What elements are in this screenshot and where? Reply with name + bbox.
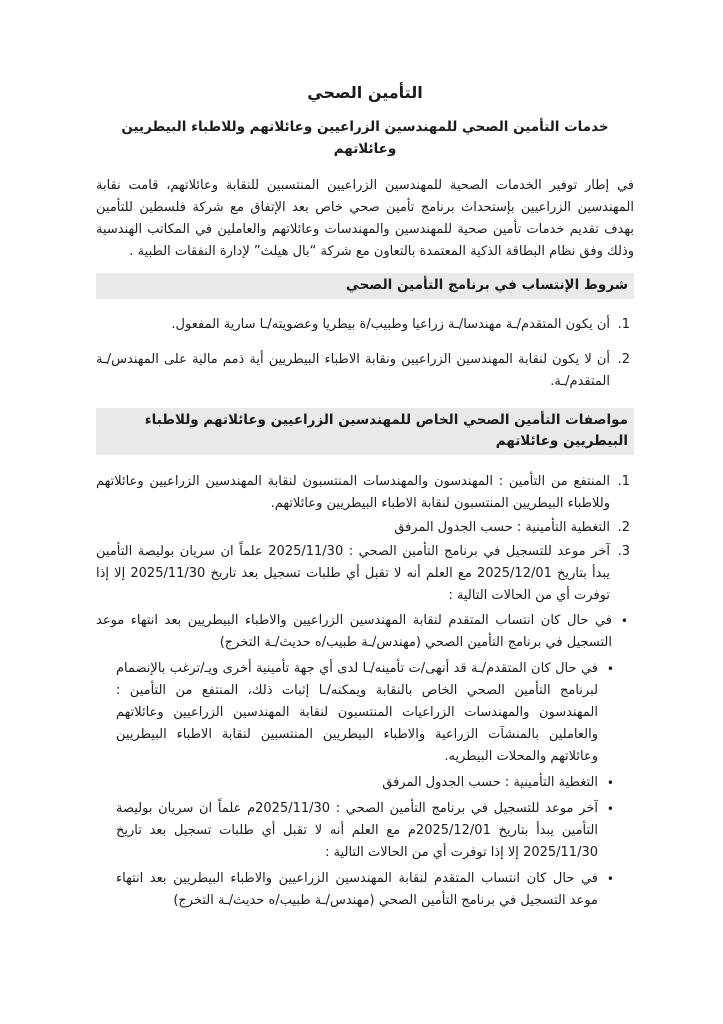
list-item-number: 2.	[617, 520, 630, 535]
document-content	[96, 82, 634, 916]
list-item-text: المنتفع من التأمين : المهندسون والمهندسات المنتسبون لنقابة المهندسين الزراعيين وعائلاتهم وللاطباء البيطريين المنتسبون لنقابة الاطباء البيطريين وعائلاتهم.	[96, 474, 610, 511]
bullet-marker: •	[606, 662, 614, 676]
bullet-marker: •	[606, 776, 614, 790]
bullet-text: التغطية التأمينية : حسب الجدول المرفق	[382, 775, 598, 790]
bullet-item	[96, 610, 632, 654]
list-item-number: 1.	[617, 474, 630, 489]
list-item	[96, 471, 634, 515]
bullet-text: في حال كان انتساب المتقدم لنقابة المهندسين الزراعيين والاطباء البيطريين بعد انتهاء موعد التسجيل في برنامج التأمين الصحي (مهندس/ـة طبيب/ه حديث/ـة التخرج)	[96, 613, 612, 650]
bullet-text: في حال كان انتساب المتقدم لنقابة المهندسين الزراعيين والاطباء البيطريين بعد انتهاء موعد التسجيل في برنامج التأمين الصحي (مهندس/ـة طبيب/ه حديث/ـة التخرج)	[116, 871, 598, 908]
bullet-marker: •	[620, 614, 628, 628]
bullet-item	[116, 798, 618, 864]
list-item	[96, 314, 634, 336]
bullet-text: آخر موعد للتسجيل في برنامج التأمين الصحي : 2025/11/30م علماً ان سريان بوليصة التأمين يبدأ بتاريخ 2025/12/01م مع العلم أنه لا تقبل أي طلبات تسجيل بعد تاريخ 2025/11/30 إلا إذا توفرت أي من الحالات التالية :	[116, 801, 598, 860]
list-item-number: 3.	[617, 544, 630, 559]
list-item	[96, 541, 634, 607]
conditions-list	[96, 314, 634, 393]
list-item-number: 1.	[617, 317, 630, 332]
special-cases-list	[96, 610, 634, 654]
list-item-text: أن يكون المتقدم/ـة مهندسا/ـة زراعيا وطبيب/ة بيطريا وعضويته/ـا سارية المفعول.	[171, 317, 610, 332]
section-heading-conditions: شروط الإنتساب في برنامج التأمين الصحي	[96, 273, 634, 299]
list-item-text: أن لا يكون لنقابة المهندسين الزراعيين ونقابة الاطباء البيطريين أية ذمم مالية على المهندس/ـة المتقدم/ـة.	[96, 352, 610, 389]
list-item	[96, 349, 634, 393]
list-item	[96, 517, 634, 539]
list-item-number: 2.	[617, 352, 630, 367]
bullet-text: في حال كان المتقدم/ـة قد أنهى/ت تأمينه/ـا لدى أي جهة تأمينية أخرى ويـ/ترغب بالإنضمام لبرنامج التأمين الصحي الخاص بالنقابة ويمكنه/ـا إثبات ذلك، المنتفع من التأمين : المهندسون والمهندسات الزراعيات المنتسبون لنقابة المهندسين الزراعيين وعائلاتهم والعاملين بالمنشآت الزراعية والاطباء البيطريين المنتسبين لنقابة الاطباء البيطريين وعائلاتهم والمحلات البيطريه.	[116, 661, 598, 764]
bullet-item	[116, 868, 618, 912]
page-subtitle: خدمات التأمين الصحي للمهندسين الزراعيين وعائلاتهم وللاطباء البيطريين وعائلاتهم	[121, 119, 609, 157]
section-heading-specifications: مواصفات التأمين الصحي الخاص للمهندسين الزراعيين وعائلاتهم وللاطباء البيطريين وعائلاتهم	[96, 408, 634, 455]
list-item-text: آخر موعد للتسجيل في برنامج التأمين الصحي : 2025/11/30 علماً ان سريان بوليصة التأمين يبدأ بتاريخ 2025/12/01 مع العلم أنه لا تقبل أي طلبات تسجيل بعد تاريخ 2025/11/30 إلا إذا توفرت أي من الحالات التالية :	[96, 544, 611, 603]
list-item-text: التغطية التأمينية : حسب الجدول المرفق	[394, 520, 610, 535]
bullet-item	[116, 658, 618, 768]
specifications-list	[96, 471, 634, 607]
special-cases-sublist	[116, 658, 618, 912]
bullet-marker: •	[606, 802, 614, 816]
bullet-item	[116, 772, 618, 794]
page-title: التأمين الصحي	[307, 83, 423, 102]
intro-paragraph: في إطار توفير الخدمات الصحية للمهندسين الزراعيين المنتسبين للنقابة وعائلاتهم، قامت نقابة المهندسين الزراعيين بإستحداث برنامج تأمين صحي خاص بعد الإتفاق مع شركة فلسطين للتأمين بهدف تقديم خدمات تأمين صحية للمهندسين والمهندسات وعائلاتهم والعاملين في المكاتب الهندسية وذلك وفق نظام البطاقة الذكية المعتمدة بالتعاون مع شركة “بال هيلث” لإدارة النفقات الطبية .	[96, 178, 634, 259]
bullet-marker: •	[606, 872, 614, 886]
